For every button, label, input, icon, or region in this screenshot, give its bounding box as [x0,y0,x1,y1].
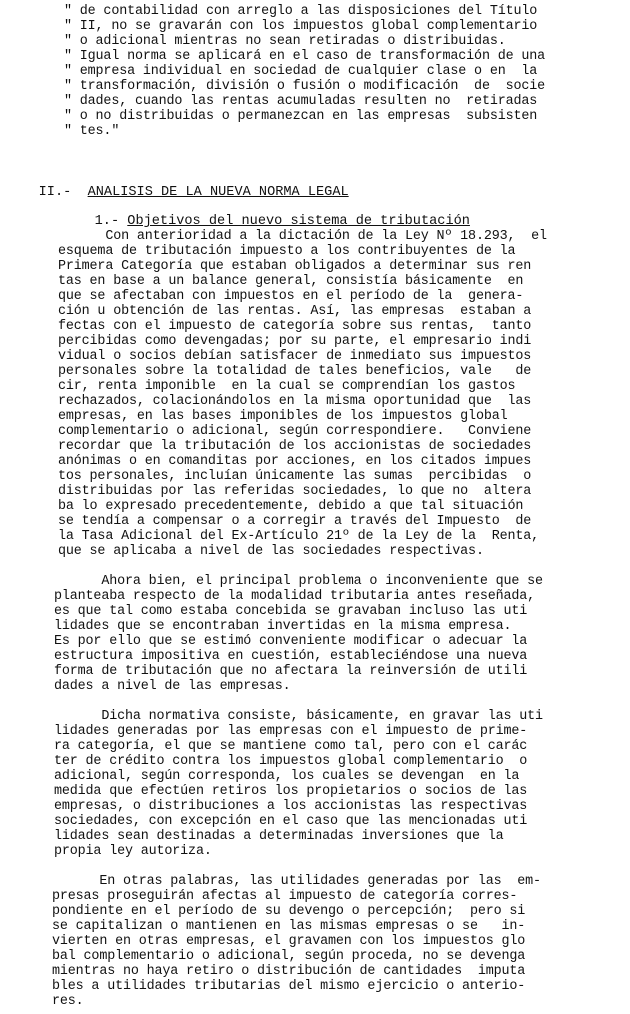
quote-line: " transformación, división o fusión o modificación de socie [64,79,546,94]
quote-line: " dades, cuando las rentas acumuladas resulten no retiradas [64,94,538,109]
paragraph-line: es que tal como estaba concebida se gravaban incluso las uti [54,604,528,619]
paragraph-line: Ahora bien, el principal problema o inconveniente que se [54,574,543,589]
paragraph-line: empresas, o distribuciones a los accionistas las respectivas [54,799,528,814]
subsection-number: 1.- [94,214,120,229]
paragraph-line: adicional, según corresponda, los cuales se devengan en la [54,769,520,784]
paragraph-line: la Tasa Adicional del Ex-Artículo 21º de la Ley de la Renta, [58,529,540,544]
paragraph-line: ción u obtención de las rentas. Así, las empresas estaban a [58,304,532,319]
paragraph-line: recordar que la tributación de los accionistas de sociedades [58,439,532,454]
paragraph-line: vidual o socios debían satisfacer de inmediato sus impuestos [58,349,532,364]
paragraph-line: ra categoría, el que se mantiene como tal, pero con el carác [54,739,528,754]
paragraph-line: lidades generadas por las empresas con el impuesto de prime- [54,724,528,739]
paragraph-line: percibidas como devengadas; por su parte, el empresario indi [58,334,532,349]
paragraph-line: cir, renta imponible en la cual se comprendían los gastos [58,379,516,394]
paragraph-line: dades a nivel de las empresas. [54,679,291,694]
paragraph-line: vierten en otras empresas, el gravamen con los impuestos glo [52,934,526,949]
section-number: II.- [38,185,72,200]
paragraph-line: planteaba respecto de la modalidad tributaria antes reseñada, [54,589,536,604]
section-title: ANALISIS DE LA NUEVA NORMA LEGAL [87,185,349,200]
paragraph-line: lidades que se encontraban invertidas en la misma empresa. [54,619,512,634]
quote-line: " o no distribuidas o permanezcan en las empresas subsisten [64,109,538,124]
paragraph-line: estructura impositiva en cuestión, estableciéndose una nueva [54,649,528,664]
quote-line: " o adicional mientras no sean retiradas o distribuidas. [64,34,506,49]
paragraph-line: anónimas o en comanditas por acciones, en los citados impues [58,454,532,469]
paragraph-line: medida que efectúen retiros los propietarios o socios de las [54,784,528,799]
paragraph-line: mientras no haya retiro o distribución de cantidades imputa [52,964,526,979]
paragraph-line: Con anterioridad a la dictación de la Ley Nº 18.293, el [58,229,547,244]
paragraph-line: ter de crédito contra los impuestos global complementario o [54,754,528,769]
paragraph-line: se tendía a compensar o a corregir a través del Impuesto de [58,514,532,529]
paragraph-line: En otras palabras, las utilidades generadas por las em- [52,874,541,889]
paragraph-line: lidades sean destinadas a determinadas inversiones que la [54,829,504,844]
paragraph-line: ba lo expresado precedentemente, debido a que tal situación [58,499,524,514]
paragraph-line: presas proseguirán afectas al impuesto de categoría corres- [52,889,518,904]
subsection-title: Objetivos del nuevo sistema de tributación [127,214,470,229]
paragraph-line: que se aplicaba a nivel de las sociedades respectivas. [58,544,484,559]
paragraph-line: se capitalizan o mantienen en las mismas empresas o se in- [52,919,526,934]
paragraph-line: distribuidas por las referidas sociedades, lo que no altera [58,484,532,499]
paragraph-line: que se afectaban con impuestos en el período de la genera- [58,289,524,304]
paragraph-line: fectas con el impuesto de categoría sobre sus rentas, tanto [58,319,532,334]
paragraph-line: bles a utilidades tributarias del mismo ejercicio o anterio- [52,979,526,994]
paragraph-line: tas en base a un balance general, consistía básicamente en [58,274,524,289]
quote-line: " de contabilidad con arreglo a las disposiciones del Título [64,4,538,19]
paragraph-line: esquema de tributación impuesto a los contribuyentes de la [58,244,516,259]
paragraph-line: tos personales, incluían únicamente las sumas percibidas o [58,469,532,484]
paragraph-line: pondiente en el período de su devengo o percepción; pero si [52,904,526,919]
quote-line: " Igual norma se aplicará en el caso de transformación de una [64,49,546,64]
quote-line: " tes." [64,124,120,139]
paragraph-line: forma de tributación que no afectara la reinversión de utili [54,664,528,679]
paragraph-line: complementario o adicional, según correspondiere. Conviene [58,424,532,439]
paragraph-line: rechazados, colacionándolos en la misma oportunidad que las [58,394,532,409]
paragraph-line: personales sobre la totalidad de tales beneficios, vale de [58,364,532,379]
paragraph-line: propia ley autoriza. [54,844,212,859]
quote-line: " II, no se gravarán con los impuestos global complementario [64,19,538,34]
paragraph-line: bal complementario o adicional, según proceda, no se devenga [52,949,526,964]
paragraph-line: empresas, en las bases imponibles de los impuestos global [58,409,508,424]
quote-line: " empresa individual en sociedad de cualquier clase o en la [64,64,538,79]
paragraph-line: res. [52,994,84,1009]
paragraph-line: Es por ello que se estimó conveniente modificar o adecuar la [54,634,528,649]
paragraph-line: Primera Categoría que estaban obligados a determinar sus ren [58,259,532,274]
paragraph-line: Dicha normativa consiste, básicamente, en gravar las uti [54,709,543,724]
paragraph-line: sociedades, con excepción en el caso que las mencionadas uti [54,814,528,829]
